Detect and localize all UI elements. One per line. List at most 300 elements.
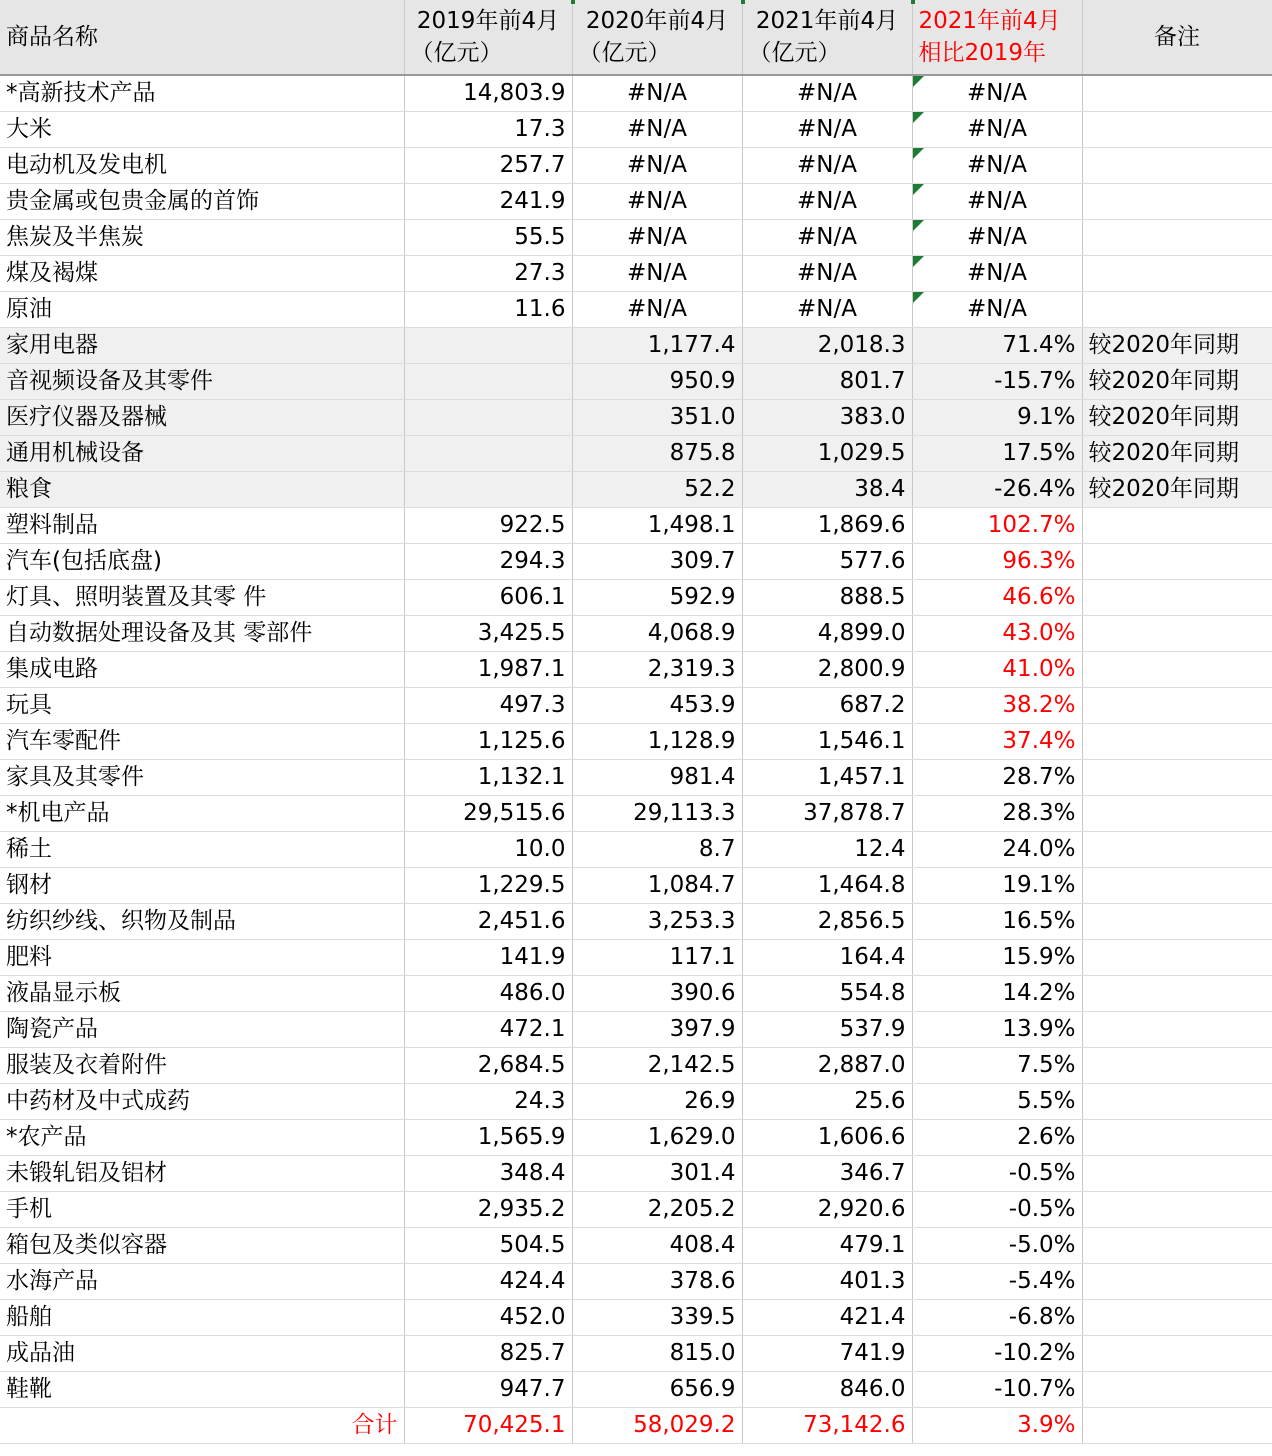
header-compare-line1: 2021年前4月: [918, 8, 1061, 34]
cell-2021[interactable]: [742, 1264, 912, 1300]
cell-compare[interactable]: [912, 1300, 1082, 1336]
cell-2019[interactable]: [404, 148, 572, 184]
cell-2019[interactable]: [404, 75, 572, 112]
cell-name[interactable]: [0, 256, 404, 292]
cell-2021[interactable]: [742, 436, 912, 472]
cell-note[interactable]: [1082, 508, 1272, 544]
cell-2021[interactable]: [742, 868, 912, 904]
cell-compare[interactable]: [912, 256, 1082, 292]
cell-name[interactable]: [0, 940, 404, 976]
cell-2020[interactable]: [572, 220, 742, 256]
cell-2021[interactable]: [742, 400, 912, 436]
cell-2021[interactable]: [742, 940, 912, 976]
cell-2021[interactable]: [742, 364, 912, 400]
cell-note[interactable]: [1082, 760, 1272, 796]
cell-note[interactable]: [1082, 148, 1272, 184]
cell-compare[interactable]: [912, 1336, 1082, 1372]
cell-2021[interactable]: [742, 832, 912, 868]
cell-2021[interactable]: [742, 328, 912, 364]
cell-2019-text: 606.1: [499, 584, 566, 610]
cell-2020[interactable]: [572, 328, 742, 364]
cell-name[interactable]: [0, 1192, 404, 1228]
cell-2021[interactable]: [742, 1192, 912, 1228]
cell-compare-text: 46.6%: [1002, 584, 1076, 610]
cell-note[interactable]: [1082, 688, 1272, 724]
cell-2019[interactable]: [404, 256, 572, 292]
cell-2020-text: 2,319.3: [647, 656, 736, 682]
cell-name[interactable]: [0, 724, 404, 760]
cell-note[interactable]: [1082, 220, 1272, 256]
cell-name[interactable]: [0, 364, 404, 400]
header-compare-line2: 相比2019年: [918, 40, 1047, 66]
cell-note[interactable]: [1082, 184, 1272, 220]
cell-compare[interactable]: [912, 1120, 1082, 1156]
cell-note[interactable]: [1082, 112, 1272, 148]
cell-name[interactable]: [0, 1372, 404, 1408]
header-name[interactable]: 商品名称: [0, 0, 404, 75]
cell-2021[interactable]: [742, 472, 912, 508]
cell-2021[interactable]: [742, 652, 912, 688]
cell-2020[interactable]: [572, 940, 742, 976]
cell-2021[interactable]: [742, 112, 912, 148]
cell-2019[interactable]: [404, 1300, 572, 1336]
cell-2020[interactable]: [572, 652, 742, 688]
cell-compare[interactable]: [912, 1084, 1082, 1120]
cell-2020[interactable]: [572, 1336, 742, 1372]
cell-2019[interactable]: [404, 1192, 572, 1228]
header-2019[interactable]: [404, 0, 572, 75]
cell-name[interactable]: [0, 544, 404, 580]
cell-2019-text: 1,125.6: [477, 728, 566, 754]
total-2021[interactable]: 73,142.6: [742, 1408, 912, 1444]
cell-2019-text: 1,565.9: [477, 1124, 566, 1150]
cell-2020[interactable]: [572, 1156, 742, 1192]
cell-2020[interactable]: [572, 148, 742, 184]
cell-2019-text: 17.3: [514, 116, 566, 142]
header-2019-line2: （亿元）: [410, 40, 503, 66]
cell-2021[interactable]: [742, 1228, 912, 1264]
total-2019[interactable]: 70,425.1: [404, 1408, 572, 1444]
cell-2021[interactable]: [742, 1012, 912, 1048]
cell-2021[interactable]: [742, 904, 912, 940]
cell-compare[interactable]: [912, 940, 1082, 976]
cell-name[interactable]: [0, 1120, 404, 1156]
cell-2019[interactable]: [404, 1012, 572, 1048]
cell-2020[interactable]: [572, 544, 742, 580]
cell-2020[interactable]: [572, 364, 742, 400]
cell-2020-text: 1,128.9: [647, 728, 736, 754]
cell-name[interactable]: [0, 1336, 404, 1372]
cell-2019[interactable]: [404, 184, 572, 220]
cell-2020[interactable]: [572, 400, 742, 436]
cell-compare[interactable]: [912, 508, 1082, 544]
cell-2021[interactable]: [742, 220, 912, 256]
cell-2019[interactable]: [404, 544, 572, 580]
cell-2021[interactable]: [742, 796, 912, 832]
header-2021-line2: （亿元）: [748, 40, 841, 66]
cell-compare[interactable]: [912, 904, 1082, 940]
cell-name[interactable]: [0, 1264, 404, 1300]
cell-2021[interactable]: [742, 75, 912, 112]
cell-2019[interactable]: [404, 1084, 572, 1120]
cell-name-text: 玩具: [6, 692, 52, 718]
column-marker: [741, 0, 745, 4]
cell-2020[interactable]: [572, 1048, 742, 1084]
cell-2019[interactable]: [404, 616, 572, 652]
table-row: [0, 364, 1272, 400]
cell-compare[interactable]: [912, 364, 1082, 400]
cell-note[interactable]: [1082, 75, 1272, 112]
cell-2019[interactable]: [404, 292, 572, 328]
cell-2019-text: 472.1: [499, 1016, 566, 1042]
cell-2020-text: #N/A: [627, 80, 687, 106]
cell-compare[interactable]: [912, 1372, 1082, 1408]
cell-2020-text: 390.6: [669, 980, 736, 1006]
cell-compare-text: #N/A: [967, 296, 1027, 322]
cell-name[interactable]: [0, 580, 404, 616]
cell-note[interactable]: [1082, 976, 1272, 1012]
cell-2021[interactable]: [742, 760, 912, 796]
cell-compare[interactable]: [912, 796, 1082, 832]
cell-compare-text: 102.7%: [987, 512, 1076, 538]
cell-name[interactable]: [0, 1012, 404, 1048]
cell-2021-text: #N/A: [797, 152, 857, 178]
cell-2019[interactable]: [404, 1372, 572, 1408]
cell-2021-text: 12.4: [854, 836, 906, 862]
error-indicator-icon: [913, 76, 924, 87]
cell-compare[interactable]: [912, 1264, 1082, 1300]
cell-compare[interactable]: [912, 328, 1082, 364]
cell-compare[interactable]: [912, 400, 1082, 436]
cell-2019[interactable]: [404, 1228, 572, 1264]
cell-2020[interactable]: [572, 688, 742, 724]
cell-2020[interactable]: [572, 580, 742, 616]
cell-2019[interactable]: [404, 220, 572, 256]
cell-compare[interactable]: [912, 760, 1082, 796]
cell-2019[interactable]: [404, 1156, 572, 1192]
cell-compare[interactable]: [912, 220, 1082, 256]
cell-compare-text: #N/A: [967, 116, 1027, 142]
cell-compare[interactable]: [912, 184, 1082, 220]
cell-2020[interactable]: [572, 1300, 742, 1336]
cell-name[interactable]: [0, 832, 404, 868]
cell-2021-text: 888.5: [839, 584, 906, 610]
cell-compare[interactable]: [912, 148, 1082, 184]
cell-name[interactable]: [0, 1084, 404, 1120]
cell-compare[interactable]: [912, 1048, 1082, 1084]
cell-compare[interactable]: [912, 112, 1082, 148]
cell-2021[interactable]: [742, 148, 912, 184]
cell-note[interactable]: [1082, 1048, 1272, 1084]
cell-note[interactable]: [1082, 796, 1272, 832]
cell-2020[interactable]: [572, 832, 742, 868]
cell-name[interactable]: [0, 760, 404, 796]
cell-compare[interactable]: [912, 832, 1082, 868]
table-row: [0, 472, 1272, 508]
cell-note[interactable]: [1082, 328, 1272, 364]
cell-2019[interactable]: [404, 580, 572, 616]
cell-2020[interactable]: [572, 1264, 742, 1300]
cell-name[interactable]: [0, 904, 404, 940]
cell-2021[interactable]: [742, 508, 912, 544]
cell-2020-text: 1,629.0: [647, 1124, 736, 1150]
cell-2021-text: #N/A: [797, 188, 857, 214]
cell-2019[interactable]: [404, 868, 572, 904]
cell-note[interactable]: [1082, 364, 1272, 400]
cell-2019[interactable]: [404, 1120, 572, 1156]
cell-2020[interactable]: [572, 1192, 742, 1228]
cell-2021[interactable]: [742, 1084, 912, 1120]
cell-2020[interactable]: [572, 256, 742, 292]
table-row: [0, 1120, 1272, 1156]
cell-2020[interactable]: [572, 75, 742, 112]
cell-note[interactable]: [1082, 472, 1272, 508]
cell-2021[interactable]: [742, 976, 912, 1012]
cell-compare[interactable]: [912, 1012, 1082, 1048]
cell-name-text: 塑料制品: [6, 512, 98, 538]
cell-2021[interactable]: [742, 1048, 912, 1084]
cell-2019[interactable]: [404, 724, 572, 760]
cell-2019[interactable]: [404, 364, 572, 400]
total-row: [0, 1408, 1272, 1444]
cell-note[interactable]: [1082, 1156, 1272, 1192]
error-indicator-icon: [913, 184, 924, 195]
cell-2020[interactable]: [572, 976, 742, 1012]
cell-note[interactable]: [1082, 868, 1272, 904]
cell-2019-text: 922.5: [499, 512, 566, 538]
error-indicator-icon: [913, 148, 924, 159]
cell-name-text: 船舶: [6, 1304, 52, 1330]
cell-compare[interactable]: [912, 472, 1082, 508]
cell-compare[interactable]: [912, 580, 1082, 616]
table-row: [0, 75, 1272, 112]
cell-2020[interactable]: [572, 436, 742, 472]
cell-note[interactable]: [1082, 1336, 1272, 1372]
cell-note[interactable]: [1082, 904, 1272, 940]
cell-2019-text: 14,803.9: [463, 80, 566, 106]
cell-name[interactable]: [0, 976, 404, 1012]
cell-2019-text: 29,515.6: [463, 800, 566, 826]
cell-2019[interactable]: [404, 796, 572, 832]
cell-2020-text: 339.5: [669, 1304, 736, 1330]
cell-note[interactable]: [1082, 1264, 1272, 1300]
cell-2020[interactable]: [572, 184, 742, 220]
cell-name[interactable]: [0, 616, 404, 652]
cell-name[interactable]: [0, 688, 404, 724]
cell-note[interactable]: [1082, 1192, 1272, 1228]
table-row: [0, 580, 1272, 616]
cell-2020[interactable]: [572, 292, 742, 328]
cell-2019[interactable]: [404, 760, 572, 796]
cell-2021-text: 687.2: [839, 692, 906, 718]
cell-name-text: 汽车零配件: [6, 728, 121, 754]
cell-name[interactable]: [0, 1228, 404, 1264]
cell-note[interactable]: [1082, 616, 1272, 652]
cell-compare[interactable]: [912, 976, 1082, 1012]
cell-2021-text: 479.1: [839, 1232, 906, 1258]
cell-2021[interactable]: [742, 616, 912, 652]
cell-compare-text: 14.2%: [1002, 980, 1076, 1006]
cell-note[interactable]: [1082, 400, 1272, 436]
cell-2020-text: 52.2: [684, 476, 736, 502]
cell-2019-text: 1,229.5: [477, 872, 566, 898]
cell-2021[interactable]: [742, 1120, 912, 1156]
cell-2020[interactable]: [572, 868, 742, 904]
cell-2020[interactable]: [572, 796, 742, 832]
cell-2021[interactable]: [742, 1372, 912, 1408]
table-row: [0, 544, 1272, 580]
cell-2019[interactable]: [404, 112, 572, 148]
cell-2020[interactable]: [572, 1372, 742, 1408]
cell-note[interactable]: [1082, 832, 1272, 868]
cell-2021[interactable]: [742, 580, 912, 616]
cell-2021[interactable]: [742, 724, 912, 760]
cell-2020[interactable]: [572, 1012, 742, 1048]
cell-note-text: 较2020年同期: [1088, 440, 1240, 466]
cell-name[interactable]: [0, 328, 404, 364]
cell-note[interactable]: [1082, 724, 1272, 760]
total-note[interactable]: [1082, 1408, 1272, 1444]
cell-name[interactable]: [0, 868, 404, 904]
cell-note[interactable]: [1082, 436, 1272, 472]
cell-2019-text: 27.3: [514, 260, 566, 286]
cell-name-text: 箱包及类似容器: [6, 1232, 167, 1258]
cell-2019[interactable]: [404, 940, 572, 976]
cell-compare[interactable]: [912, 868, 1082, 904]
header-note[interactable]: 备注: [1082, 0, 1272, 75]
cell-2019[interactable]: [404, 1336, 572, 1372]
cell-2021[interactable]: [742, 1300, 912, 1336]
cell-note[interactable]: [1082, 940, 1272, 976]
cell-note[interactable]: [1082, 1084, 1272, 1120]
cell-name[interactable]: [0, 1048, 404, 1084]
cell-2020[interactable]: [572, 724, 742, 760]
cell-2021-text: 554.8: [839, 980, 906, 1006]
cell-2019[interactable]: [404, 652, 572, 688]
cell-name-text: 纺织纱线、织物及制品: [6, 908, 236, 934]
cell-name[interactable]: [0, 1156, 404, 1192]
cell-2020[interactable]: [572, 472, 742, 508]
cell-name-text: 自动数据处理设备及其 零部件: [6, 620, 313, 646]
cell-name[interactable]: [0, 112, 404, 148]
cell-name-text: 稀土: [6, 836, 52, 862]
cell-2021[interactable]: [742, 544, 912, 580]
cell-compare[interactable]: [912, 544, 1082, 580]
cell-name[interactable]: [0, 400, 404, 436]
cell-2020[interactable]: [572, 1084, 742, 1120]
header-2020[interactable]: [572, 0, 742, 75]
cell-name-text: 大米: [6, 116, 52, 142]
cell-2020[interactable]: [572, 616, 742, 652]
cell-2019[interactable]: [404, 832, 572, 868]
cell-2021-text: 577.6: [839, 548, 906, 574]
cell-compare[interactable]: [912, 1228, 1082, 1264]
header-compare[interactable]: [912, 0, 1082, 75]
cell-2021[interactable]: [742, 292, 912, 328]
cell-2021[interactable]: [742, 688, 912, 724]
cell-note[interactable]: [1082, 652, 1272, 688]
cell-2019[interactable]: [404, 976, 572, 1012]
cell-name[interactable]: [0, 75, 404, 112]
cell-2021[interactable]: [742, 1336, 912, 1372]
cell-note[interactable]: [1082, 1120, 1272, 1156]
total-2020[interactable]: 58,029.2: [572, 1408, 742, 1444]
cell-2021[interactable]: [742, 256, 912, 292]
cell-2019[interactable]: [404, 688, 572, 724]
header-2021[interactable]: [742, 0, 912, 75]
cell-2019-text: 2,935.2: [477, 1196, 566, 1222]
cell-compare[interactable]: [912, 436, 1082, 472]
cell-2019[interactable]: [404, 328, 572, 364]
cell-2021-text: 537.9: [839, 1016, 906, 1042]
cell-2019[interactable]: [404, 400, 572, 436]
cell-compare[interactable]: [912, 75, 1082, 112]
table-row: [0, 904, 1272, 940]
total-label[interactable]: 合计: [0, 1408, 404, 1444]
cell-name-text: 成品油: [6, 1340, 75, 1366]
cell-name[interactable]: [0, 148, 404, 184]
cell-2021-text: #N/A: [797, 80, 857, 106]
cell-2019-text: 497.3: [499, 692, 566, 718]
cell-note[interactable]: [1082, 544, 1272, 580]
cell-note[interactable]: [1082, 1300, 1272, 1336]
cell-compare[interactable]: [912, 652, 1082, 688]
cell-2020-text: 592.9: [669, 584, 736, 610]
cell-2020[interactable]: [572, 1228, 742, 1264]
cell-2020[interactable]: [572, 508, 742, 544]
total-compare[interactable]: 3.9%: [912, 1408, 1082, 1444]
cell-compare[interactable]: [912, 1156, 1082, 1192]
cell-note[interactable]: [1082, 256, 1272, 292]
cell-compare[interactable]: [912, 688, 1082, 724]
cell-name[interactable]: [0, 652, 404, 688]
table-row: [0, 616, 1272, 652]
cell-name[interactable]: [0, 472, 404, 508]
cell-2019-text: 504.5: [499, 1232, 566, 1258]
cell-2020[interactable]: [572, 112, 742, 148]
cell-2019[interactable]: [404, 508, 572, 544]
cell-2021[interactable]: [742, 1156, 912, 1192]
cell-compare[interactable]: [912, 1192, 1082, 1228]
cell-2020[interactable]: [572, 1120, 742, 1156]
cell-compare-text: 19.1%: [1002, 872, 1076, 898]
cell-compare[interactable]: [912, 616, 1082, 652]
cell-name[interactable]: [0, 292, 404, 328]
cell-name[interactable]: [0, 508, 404, 544]
cell-2019[interactable]: [404, 904, 572, 940]
cell-note[interactable]: [1082, 580, 1272, 616]
cell-name[interactable]: [0, 436, 404, 472]
cell-note[interactable]: [1082, 1372, 1272, 1408]
cell-2019[interactable]: [404, 1264, 572, 1300]
cell-2019[interactable]: [404, 1048, 572, 1084]
cell-compare[interactable]: [912, 292, 1082, 328]
cell-note[interactable]: [1082, 292, 1272, 328]
cell-2021[interactable]: [742, 184, 912, 220]
cell-name[interactable]: [0, 184, 404, 220]
cell-name-text: 家用电器: [6, 332, 98, 358]
cell-name[interactable]: [0, 796, 404, 832]
cell-2020[interactable]: [572, 904, 742, 940]
cell-2020[interactable]: [572, 760, 742, 796]
cell-note[interactable]: [1082, 1012, 1272, 1048]
cell-name[interactable]: [0, 220, 404, 256]
cell-2019[interactable]: [404, 472, 572, 508]
cell-2019[interactable]: [404, 436, 572, 472]
cell-name[interactable]: [0, 1300, 404, 1336]
cell-compare[interactable]: [912, 724, 1082, 760]
cell-note[interactable]: [1082, 1228, 1272, 1264]
